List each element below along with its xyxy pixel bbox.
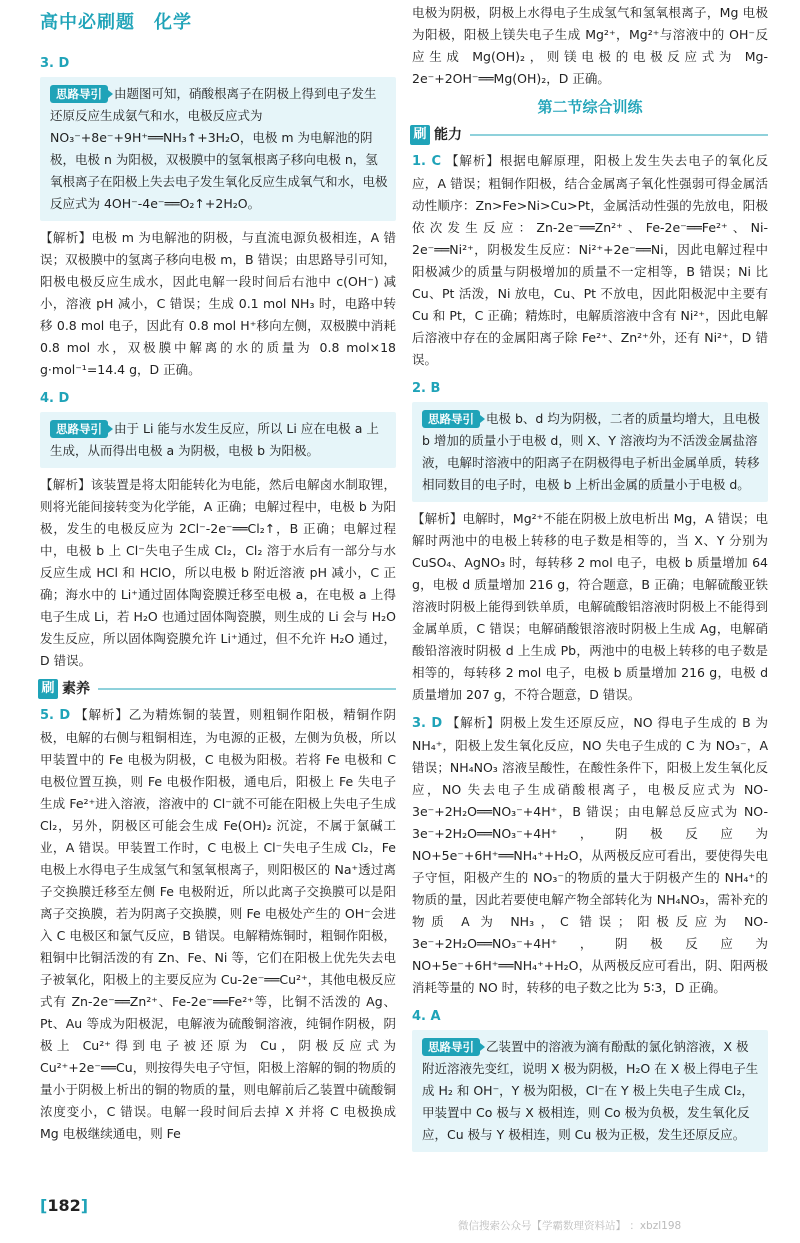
thinking-guide-text: 电极 b、d 均为阴极，二者的质量均增大，且电极 b 增加的质量小于电极 d，则 X、Y 溶液均为不活泼金属盐溶液，电解时溶液中的阳离子在阴极得电子析出金属单质，转移相同数目的电子时，电极 b 上析出金属的质量小于电极 d。 xyxy=(422,411,760,492)
section-header-literacy xyxy=(38,678,396,700)
thinking-guide-box xyxy=(412,1030,768,1152)
question-number: 4. A xyxy=(412,1009,441,1024)
analysis-paragraph: 【解析】电解时，Mg²⁺不能在阴极上放电析出 Mg，A 错误；电解时两池中的电极上转移的电子数是相等的，当 X、Y 分别为 CuSO₄、AgNO₃ 时，每转移 2 mol 电子，电极 b 质量增加 64 g，电极 d 质量增加 216 g，符合题意，B 正确；电解硫酸亚铁溶液时阴极上能得到铁单质，电解硫酸铝溶液时阴极上不能得到金属单质，C 错误；电解硝酸银溶液时阴极上生成 Ag，电解硝酸铅溶液时阴极 d 上生成 Pb，两池中的电极上转移的电子数是相等的，每转移 2 mol 电子，电极 b 质量增加 216 g，电极 d 质量增加 207 g，不符合题意，D 错误。 xyxy=(412,511,768,702)
section-rule xyxy=(470,134,768,136)
page-number-value: 182 xyxy=(47,1196,81,1215)
question-number: 1. C xyxy=(412,154,442,169)
section-label: 能力 xyxy=(434,127,462,143)
thinking-guide-tag: 思路导引 xyxy=(422,1038,480,1056)
page-header-title: 高中必刷题 化学 xyxy=(40,12,192,33)
question-number: 2. B xyxy=(412,381,441,396)
thinking-guide-box xyxy=(412,402,768,502)
thinking-guide-box xyxy=(40,412,396,468)
page-number: [182] xyxy=(40,1196,89,1215)
section-label: 素养 xyxy=(62,681,90,697)
section-rule xyxy=(98,688,396,690)
thinking-guide-tag: 思路导引 xyxy=(50,420,108,438)
left-column xyxy=(40,48,396,1151)
analysis-paragraph: 【解析】该装置是将太阳能转化为电能，然后电解卤水制取锂，则将光能间接转变为化学能，A 正确；电解过程中，电极 b 为阳极，发生的电极反应为 2Cl⁻-2e⁻══Cl₂↑，B 正确；电解过程中，电极 b 上 Cl⁻失电子生成 Cl₂，Cl₂ 溶于水后有一部分与水反应生成 HCl 和 HClO，所以电极 b 附近溶液 pH 减小，C 正确；海水中的 Li⁺通过固体陶瓷膜迁移至电极 a，在电极 a 上得电子生成 Li，若 H₂O 也通过固体陶瓷膜，则生成的 Li 会与 H₂O 发生反应，所以固体陶瓷膜允许 Li⁺通过，但不允许 H₂O 通过，D 错误。 xyxy=(40,477,396,668)
analysis-paragraph: 【解析】电极 m 为电解池的阴极，与直流电源负极相连，A 错误；双极膜中的氢离子移向电极 m，B 错误；由思路导引可知，阳极电极反应生成水，因此电解一段时间后右池中 c(OH⁻) 减小，溶液 pH 减小，C 错误；生成 0.1 mol NH₃ 时，电路中转移 0.8 mol 电子，因此有 0.8 mol H⁺移向左侧，双极膜中消耗 0.8 mol 水，双极膜中解离的水的质量为 0.8 mol×18 g·mol⁻¹=14.4 g，D 正确。 xyxy=(40,230,396,377)
thinking-guide-text: 乙装置中的溶液为滴有酚酞的氯化钠溶液，X 极附近溶液先变红，说明 X 极为阴极，H₂O 在 X 极上得电子生成 H₂ 和 OH⁻，Y 极为阳极，Cl⁻在 Y 极上失电子生成 Cl₂，甲装置中 Co 极与 X 极相连，则 Co 极为负极，发生氧化反应，Cu 极与 Y 极相连，则 Cu 极为正极，发生还原反应。 xyxy=(422,1039,759,1142)
analysis-continuation: 电极为阴极，阴极上水得电子生成氢气和氢氧根离子，Mg 电极为阳极，阳极上镁失电子生成 Mg²⁺，Mg²⁺与溶液中的 OH⁻反应生成 Mg(OH)₂，则镁电极的电极反应式为 Mg-2e⁻+2OH⁻══Mg(OH)₂，D 正确。 xyxy=(412,5,768,86)
analysis-paragraph: 【解析】根据电解原理，阳极上发生失去电子的氧化反应，A 错误；粗铜作阳极，结合金属离子氧化性强弱可得金属活动性顺序：Zn>Fe>Ni>Cu>Pt，金属活动性强的先放电，阳极依次发生反应：Zn-2e⁻══Zn²⁺、Fe-2e⁻══Fe²⁺、Ni-2e⁻══Ni²⁺，阴极发生反应：Ni²⁺+2e⁻══Ni，因此电解过程中阳极减少的质量与阴极增加的质量不一定相等，B 错误；Ni 比 Cu、Pt 活泼，Ni 放电，Cu、Pt 不放电，因此阳极泥中主要有 Cu 和 Pt，C 正确；精炼时，电解质溶液中含有 Ni²⁺，因此电解后溶液中存在的金属阳离子除 Fe²⁺、Zn²⁺外，还有 Ni²⁺，D 错误。 xyxy=(412,153,768,367)
thinking-guide-text: 由题图可知，硝酸根离子在阴极上得到电子发生还原反应生成氨气和水，电极反应式为 NO₃⁻+8e⁻+9H⁺══NH₃↑+3H₂O，电极 m 为电解池的阴极，电极 n 为阳极，双极膜中的氢氧根离子移向电极 n，氢氧根离子在阳极上失去电子发生氧化反应生成氧气和水，电极反应式为 4OH⁻-4e⁻══O₂↑+2H₂O。 xyxy=(50,86,388,211)
right-column xyxy=(412,0,768,1158)
analysis-paragraph: 【解析】阴极上发生还原反应，NO 得电子生成的 B 为 NH₄⁺，阳极上发生氧化反应，NO 失电子生成的 C 为 NO₃⁻，A 错误；NH₄NO₃ 溶液呈酸性，在酸性条件下，阳极上发生氧化反应，NO 失去电子生成硝酸根离子，电极反应式为 NO-3e⁻+2H₂O══NO₃⁻+4H⁺，B 错误；由电解总反应式为 NO-3e⁻+2H₂O══NO₃⁻+4H⁺，阴极反应为 NO+5e⁻+6H⁺══NH₄⁺+H₂O，从两极反应可看出，要使得失电子守恒，阳极产生的 NO₃⁻的物质的量大于阴极产生的 NH₄⁺的物质的量，因此若要使电解产物全部转化为 NH₄NO₃，需补充的物质 A 为 NH₃，C 错误；阳极反应为 NO-3e⁻+2H₂O══NO₃⁻+4H⁺，阴极反应为 NO+5e⁻+6H⁺══NH₄⁺+H₂O，从两极反应可看出，阴、阳两极消耗等量的 NO 时，转移的电子数之比为 5∶3，D 正确。 xyxy=(412,715,768,995)
thinking-guide-tag: 思路导引 xyxy=(422,410,480,428)
question-number: 3. D xyxy=(40,56,70,71)
thinking-guide-box xyxy=(40,77,396,221)
section-title: 第二节综合训练 xyxy=(537,98,643,116)
question-number: 3. D xyxy=(412,716,443,731)
question-number: 5. D xyxy=(40,708,71,723)
section-badge: 刷 xyxy=(38,679,58,699)
thinking-guide-tag: 思路导引 xyxy=(50,85,108,103)
section-header-ability xyxy=(410,124,768,146)
analysis-paragraph: 【解析】乙为精炼铜的装置，则粗铜作阳极，精铜作阴极，电解的右侧与粗铜相连，为电源的正极，左侧为负极，所以甲装置中的 Fe 电极为阴极，C 电极为阳极。若将 Fe 电极和 C 电极位置互换，则 Fe 电极作阳极，通电后，阳极上 Fe 失电子生成 Fe²⁺进入溶液，溶液中的 Cl⁻就不可能在阳极上失电子生成 Cl₂，另外，阴极区可能会生成 Fe(OH)₂ 沉淀，不属于氯碱工业，A 错误。甲装置工作时，C 电极上 Cl⁻失电子生成 Cl₂，Fe 电极上水得电子生成氢气和氢氧根离子，则阳极区的 Na⁺透过离子交换膜迁移至左侧 Fe 电极附近，所以此离子交换膜可以是阳离子交换膜，若为阴离子交换膜，则 Fe 电极处产生的 OH⁻会进入 C 电极区和氯气反应，B 错误。电解精炼铜时，粗铜作阳极，粗铜中比铜活泼的有 Zn、Fe、Ni 等，它们在阳极上优先失去电子被氧化，阳极上的主要反应为 Cu-2e⁻══Cu²⁺，其他电极反应式有 Zn-2e⁻══Zn²⁺、Fe-2e⁻══Fe²⁺等，比铜不活泼的 Ag、Pt、Au 等成为阳极泥，电解液为硫酸铜溶液，纯铜作阴极，阴极上 Cu²⁺得到电子被还原为 Cu，阴极反应式为 Cu²⁺+2e⁻══Cu，则按得失电子守恒，阳极上溶解的铜的物质的量小于阴极上析出的铜的物质的量，则电解前后乙装置中硫酸铜浓度变小，C 错误。电解一段时间后去掉 X 并将 C 电极换成 Mg 电极继续通电，则 Fe xyxy=(40,707,396,1141)
thinking-guide-text: 由于 Li 能与水发生反应，所以 Li 应在电极 a 上生成，从而得出电极 a 为阴极，电极 b 为阳极。 xyxy=(50,421,379,458)
section-badge: 刷 xyxy=(410,125,430,145)
footer-watermark: 微信搜索公众号【学霸数理资料站】 ：xbzl198 xyxy=(458,1220,682,1232)
question-number: 4. D xyxy=(40,391,70,406)
